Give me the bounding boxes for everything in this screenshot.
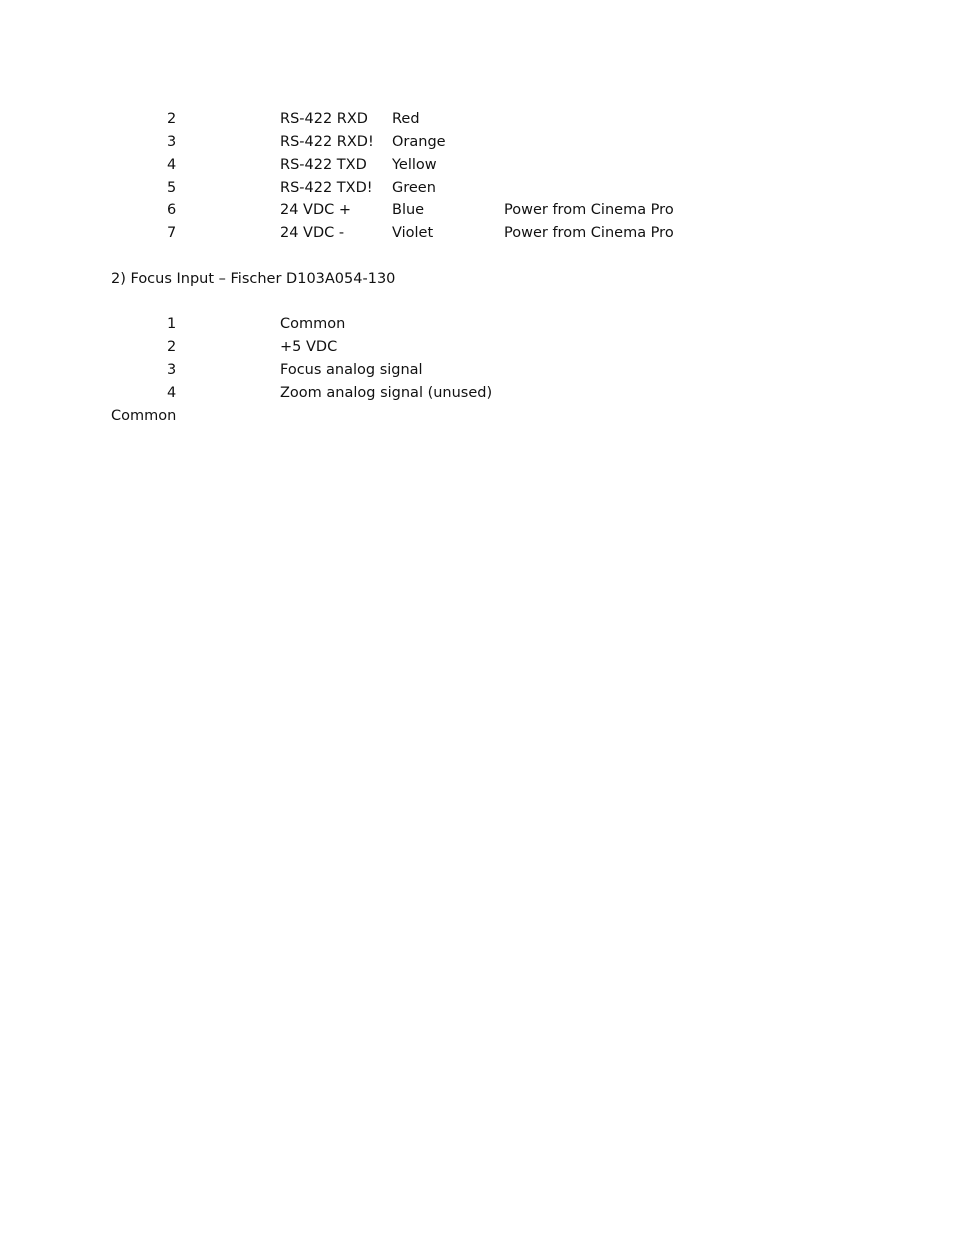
trailing-text: Common [111,408,177,424]
signal-name: RS-422 RXD [280,111,368,127]
pin-number: 2 [167,111,177,127]
signal-name: RS-422 RXD! [280,134,374,150]
pin-number: 4 [167,157,177,173]
pin-number: 4 [167,385,177,401]
pin-number: 2 [167,339,177,355]
signal-name: Common [280,316,346,332]
wire-color: Red [392,111,420,127]
pin-number: 6 [167,202,177,218]
wire-color: Orange [392,134,446,150]
wire-color: Green [392,180,436,196]
signal-name: RS-422 TXD! [280,180,373,196]
signal-name: +5 VDC [280,339,338,355]
signal-name: RS-422 TXD [280,157,367,173]
pin-note: Power from Cinema Pro [504,225,674,241]
pin-number: 1 [167,316,177,332]
signal-name: Zoom analog signal (unused) [280,385,493,401]
pin-number: 5 [167,180,177,196]
wire-color: Violet [392,225,434,241]
pin-number: 7 [167,225,177,241]
section-heading-focus-input: 2) Focus Input – Fischer D103A054-130 [111,271,396,287]
signal-name: 24 VDC + [280,202,352,218]
pin-note: Power from Cinema Pro [504,202,674,218]
signal-name: 24 VDC - [280,225,345,241]
pin-number: 3 [167,362,177,378]
pin-number: 3 [167,134,177,150]
wire-color: Yellow [392,157,437,173]
wire-color: Blue [392,202,425,218]
signal-name: Focus analog signal [280,362,423,378]
